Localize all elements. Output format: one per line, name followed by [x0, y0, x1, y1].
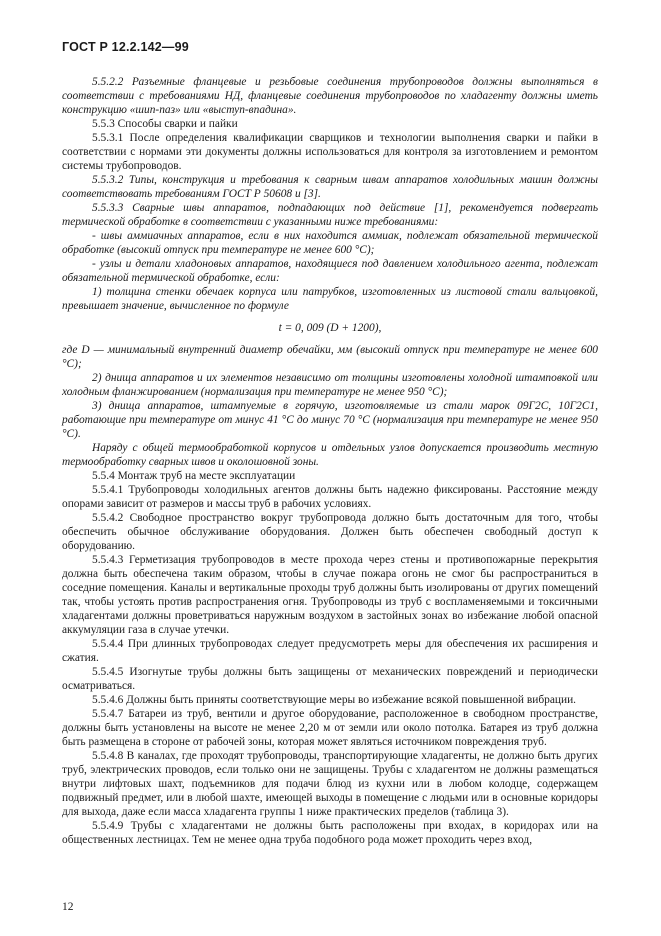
formula: t = 0, 009 (D + 1200),: [278, 322, 382, 334]
paragraph: 5.5.4.3 Герметизация трубопроводов в месте прохода через стены и противопожарные перекрытия должна быть обеспечена таким образом, чтобы в случае пожара огонь не смог бы распространиться в соседние помещения. Каналы и вертикальные проходы труб должны быть изолированы от других помещений так, чтобы устоять против распространения огня. Трубопроводы из труб с воспламеняемыми и токсичными хладагентами должны проветриваться наружным воздухом в застойных зонах во избежание любой опасной аккумуляции газа в случае утечки.: [62, 554, 598, 636]
paragraph: 5.5.4.6 Должны быть приняты соответствующие меры во избежание всякой повышенной вибрации.: [92, 694, 577, 706]
document-body: [62, 75, 598, 847]
list-item: 2) днища аппаратов и их элементов независимо от толщины изготовлены холодной штамповкой или холодным фланжированием (нормализация при температуре не менее 950 °С);: [62, 372, 598, 398]
paragraph: 5.5.4.2 Свободное пространство вокруг трубопровода должно быть достаточным для того, чтобы обеспечить обычное обслуживание оборудования. Должен быть обеспечен свободный доступ к оборудованию.: [62, 512, 598, 552]
paragraph: 5.5.4.8 В каналах, где проходят трубопроводы, транспортирующие хладагенты, не должно быть других труб, электрических проводов, если только они не защищены. Трубы с хладагентом не должны размещаться внутри лифтовых шахт, подъемников для подачи блюд из кухни или в любом колодце, содержащем подвижный предмет, или в любой шахте, имеющей выходы в помещение с людьми или в основные коридоры для выхода, даже если масса хладагента группы 1 ниже практических пределов (таблица 3).: [62, 750, 598, 818]
list-item: - узлы и детали хладоновых аппаратов, находящиеся под давлением холодильного агента, подлежат обязательной термической обработке, если:: [62, 258, 598, 284]
section-heading: 5.5.4 Монтаж труб на месте эксплуатации: [92, 470, 296, 482]
paragraph: Наряду с общей термообработкой корпусов и отдельных узлов допускается производить местную термообработку сварных швов и околошовной зоны.: [62, 442, 598, 468]
paragraph: 5.5.4.7 Батареи из труб, вентили и другое оборудование, расположенное в свободном пространстве, должны быть установлены на высоте не менее 2,20 м от земли или около потолка. Батарея из труб должна быть размещена в стороне от рабочей зоны, которая может являться источником повреждения труб.: [62, 708, 598, 748]
paragraph: 5.5.3.3 Сварные швы аппаратов, подпадающих под действие [1], рекомендуется подвергать термической обработке в соответствии с указанными ниже требованиями:: [62, 202, 598, 228]
paragraph: где D — минимальный внутренний диаметр обечайки, мм (высокий отпуск при температуре не менее 600 °С);: [62, 344, 598, 370]
paragraph: 5.5.4.5 Изогнутые трубы должны быть защищены от механических повреждений и периодически осматриваться.: [62, 666, 598, 692]
paragraph: 5.5.3.2 Типы, конструкция и требования к сварным швам аппаратов холодильных машин должны соответствовать требованиям ГОСТ Р 50608 и [3].: [62, 174, 598, 200]
paragraph: 5.5.4.9 Трубы с хладагентами не должны быть расположены при входах, в коридорах или на общественных лестницах. Тем не менее одна труба подобного рода может проходить через вход,: [62, 820, 598, 846]
list-item: 3) днища аппаратов, штампуемые в горячую, изготовляемые из стали марок 09Г2С, 10Г2С1, работающие при температуре от минус 41 °С до минус 70 °С (нормализация при температуре не менее 950 °С).: [62, 400, 598, 440]
list-item: - швы аммиачных аппаратов, если в них находится аммиак, подлежат обязательной термической обработке (высокий отпуск при температуре не менее 600 °С);: [62, 230, 598, 256]
paragraph: 5.5.4.4 При длинных трубопроводах следует предусмотреть меры для обеспечения их расширения и сжатия.: [62, 638, 598, 664]
paragraph: 5.5.4.1 Трубопроводы холодильных агентов должны быть надежно фиксированы. Расстояние между опорами зависит от размеров и массы труб в рабочих условиях.: [62, 484, 598, 510]
doc-header: ГОСТ Р 12.2.142—99: [62, 40, 189, 54]
section-heading: 5.5.3 Способы сварки и пайки: [92, 118, 238, 130]
list-item: 1) толщина стенки обечаек корпуса или патрубков, изготовленных из листовой стали вальцовкой, превышает значение, вычисленное по формуле: [62, 286, 598, 312]
page-number: 12: [62, 901, 74, 913]
paragraph: 5.5.2.2 Разъемные фланцевые и резьбовые соединения трубопроводов должны выполняться в соответствии с требованиями НД, фланцевые соединения трубопроводов по хладагенту должны иметь конструкцию «шип-паз» или «выступ-впадина».: [62, 76, 598, 116]
paragraph: 5.5.3.1 После определения квалификации сварщиков и технологии выполнения сварки и пайки в соответствии с нормами эти документы должны использоваться для контроля за изготовлением и ремонтом системы трубопроводов.: [62, 132, 598, 172]
